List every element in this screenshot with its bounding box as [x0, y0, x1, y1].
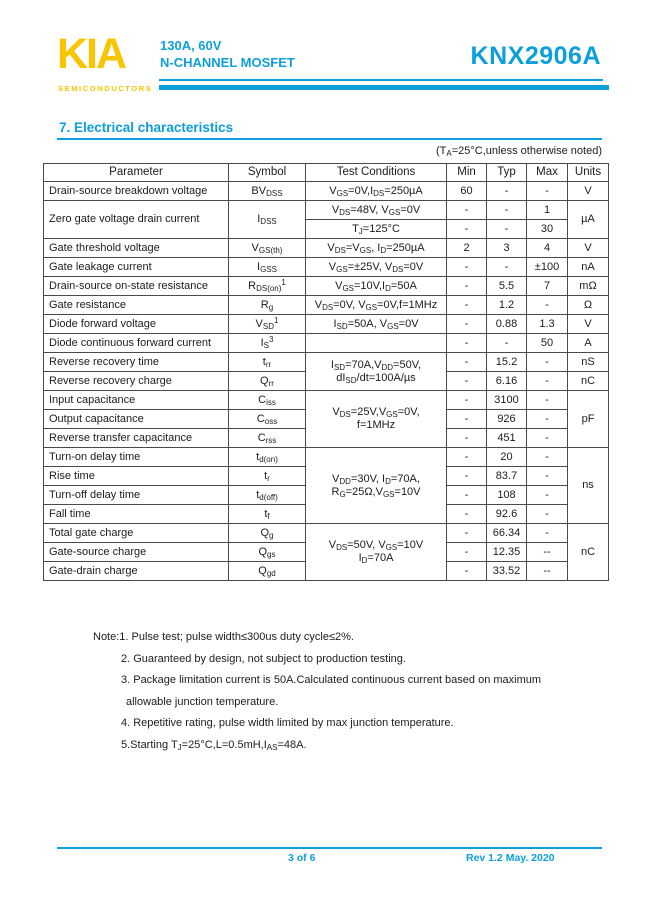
table-cell: 4	[527, 239, 568, 258]
table-cell: $I_{GSS}$	[229, 258, 306, 277]
table-cell: $R_{DS(on)}^1$	[229, 277, 306, 296]
table-cell: 33.52	[487, 562, 527, 581]
table-cell: -	[527, 429, 568, 448]
table-cell: Gate leakage current	[44, 258, 229, 277]
table-cell: 15.2	[487, 353, 527, 372]
table-cell: $Q_{gs}$	[229, 543, 306, 562]
table-row	[44, 391, 609, 410]
table-cell: A	[568, 334, 609, 353]
column-header: Typ	[487, 164, 527, 182]
column-header: Max	[527, 164, 568, 182]
table-cell: V	[568, 239, 609, 258]
note-line: allowable junction temperature.	[126, 695, 279, 708]
table-cell: -	[527, 524, 568, 543]
table-cell: -	[527, 391, 568, 410]
table-cell: -	[447, 543, 487, 562]
table-cell: -	[487, 201, 527, 220]
table-cell: $C_{rss}$	[229, 429, 306, 448]
table-cell: $V_{GS(th)}$	[229, 239, 306, 258]
table-cell: -	[447, 277, 487, 296]
ec-table-body	[44, 182, 609, 581]
part-number: KNX2906A	[470, 42, 601, 70]
table-cell: $I_{SD}=50A$, $V_{GS}=0V$	[306, 315, 447, 334]
table-row	[44, 315, 609, 334]
table-cell: -	[447, 315, 487, 334]
table-cell: 451	[487, 429, 527, 448]
table-cell: -	[447, 562, 487, 581]
table-cell: $Q_g$	[229, 524, 306, 543]
ec-table-head	[44, 164, 609, 182]
table-cell: mΩ	[568, 277, 609, 296]
table-cell: $t_r$	[229, 467, 306, 486]
table-cell: $Q_{gd}$	[229, 562, 306, 581]
footer-rule	[57, 847, 602, 849]
table-cell: Gate threshold voltage	[44, 239, 229, 258]
table-row	[44, 296, 609, 315]
header-rule-thick	[159, 85, 609, 90]
note-line: Note:1. Pulse test; pulse width≤300us duty cycle≤2%.	[93, 631, 354, 643]
table-cell: -	[527, 353, 568, 372]
table-cell: 1.2	[487, 296, 527, 315]
table-cell: ns	[568, 448, 609, 524]
table-cell: -	[487, 334, 527, 353]
table-cell: 3100	[487, 391, 527, 410]
note-line: 5.Starting $T_J=25^\circ C,L=0.5mH,I_{AS}=48A$.	[121, 738, 307, 752]
table-cell: V	[568, 315, 609, 334]
table-cell: $V_{DD}=30V$, $I_D=70A$, $R_G=25\Omega,V_{GS}=10V$	[306, 448, 447, 524]
table-cell: nA	[568, 258, 609, 277]
table-cell: Output capacitance	[44, 410, 229, 429]
table-cell: 3	[487, 239, 527, 258]
table-cell: 5.5	[487, 277, 527, 296]
table-cell: -	[527, 296, 568, 315]
table-row	[44, 239, 609, 258]
table-cell: $BV_{DSS}$	[229, 182, 306, 201]
table-cell: -	[527, 448, 568, 467]
column-header: Units	[568, 164, 609, 182]
table-cell: -	[487, 258, 527, 277]
table-row	[44, 524, 609, 543]
table-cell: V	[568, 182, 609, 201]
table-cell: $I_{DSS}$	[229, 201, 306, 239]
table-cell: -	[447, 296, 487, 315]
kia-logo: KIA	[57, 30, 126, 78]
table-cell: -	[527, 410, 568, 429]
table-cell: $V_{DS}=0V$, $V_{GS}=0V,f=1MHz$	[306, 296, 447, 315]
table-cell: -	[447, 372, 487, 391]
column-header: Test Conditions	[306, 164, 447, 182]
table-cell: $R_g$	[229, 296, 306, 315]
table-cell: Drain-source breakdown voltage	[44, 182, 229, 201]
table-cell: $V_{SD}^1$	[229, 315, 306, 334]
table-cell: -	[487, 220, 527, 239]
table-cell: -	[487, 182, 527, 201]
device-type: N-CHANNEL MOSFET	[160, 55, 295, 70]
table-cell: Turn-on delay time	[44, 448, 229, 467]
table-cell: -	[447, 220, 487, 239]
table-cell: --	[527, 562, 568, 581]
table-cell: $T_J=125^\circ C$	[306, 220, 447, 239]
table-cell: Gate-drain charge	[44, 562, 229, 581]
table-cell: $V_{GS}=\pm 25V$, $V_{DS}=0V$	[306, 258, 447, 277]
header-row	[44, 164, 609, 182]
footer-page-indicator: 3 of 6	[288, 852, 316, 864]
table-cell: -	[447, 353, 487, 372]
table-cell: $t_{d(on)}$	[229, 448, 306, 467]
table-cell: 92.6	[487, 505, 527, 524]
table-cell: Reverse recovery charge	[44, 372, 229, 391]
table-row	[44, 448, 609, 467]
table-cell: nS	[568, 353, 609, 372]
table-row	[44, 201, 609, 220]
table-cell: -	[447, 505, 487, 524]
table-cell: $V_{DS}=48V$, $V_{GS}=0V$	[306, 201, 447, 220]
table-cell: --	[527, 543, 568, 562]
table-cell: $I_{SD}=70A,V_{DD}=50V$, $dI_{SD}/dt=100A/\mu s$	[306, 353, 447, 391]
table-cell: $t_{d(off)}$	[229, 486, 306, 505]
section-title-underline	[57, 138, 602, 140]
table-cell: $V_{DS}=25V,V_{GS}=0V$, f=1MHz	[306, 391, 447, 448]
column-header: Parameter	[44, 164, 229, 182]
device-rating: 130A, 60V	[160, 38, 222, 53]
table-cell: 50	[527, 334, 568, 353]
table-cell: $C_{iss}$	[229, 391, 306, 410]
electrical-characteristics-table-wrap	[43, 163, 609, 581]
table-cell: -	[447, 391, 487, 410]
footer-revision: Rev 1.2 May. 2020	[466, 852, 555, 864]
table-cell: pF	[568, 391, 609, 448]
table-cell: -	[527, 467, 568, 486]
table-cell: -	[527, 372, 568, 391]
table-cell: µA	[568, 201, 609, 239]
table-cell: Drain-source on-state resistance	[44, 277, 229, 296]
table-cell: Ω	[568, 296, 609, 315]
table-row	[44, 334, 609, 353]
table-cell: Input capacitance	[44, 391, 229, 410]
table-cell: 66.34	[487, 524, 527, 543]
table-cell: Fall time	[44, 505, 229, 524]
note-line: 3. Package limitation current is 50A.Calculated continuous current based on maximum	[121, 674, 542, 686]
table-cell: -	[527, 505, 568, 524]
note-line: 2. Guaranteed by design, not subject to production testing.	[121, 652, 406, 665]
table-cell: $t_f$	[229, 505, 306, 524]
table-cell: Diode forward voltage	[44, 315, 229, 334]
table-cell	[306, 334, 447, 353]
table-cell: Diode continuous forward current	[44, 334, 229, 353]
kia-logo-subtext: SEMICONDUCTORS	[58, 84, 153, 93]
table-cell: 30	[527, 220, 568, 239]
table-cell: nC	[568, 524, 609, 581]
table-cell: $V_{DS}=V_{GS}$, $I_D=250\mu A$	[306, 239, 447, 258]
table-cell: Reverse transfer capacitance	[44, 429, 229, 448]
header-rule-thin	[159, 79, 603, 81]
table-cell: -	[447, 201, 487, 220]
table-cell: 1.3	[527, 315, 568, 334]
table-cell: Gate-source charge	[44, 543, 229, 562]
ec-table	[43, 163, 609, 581]
table-cell: $Q_{rr}$	[229, 372, 306, 391]
table-cell: -	[447, 448, 487, 467]
table-cell: 926	[487, 410, 527, 429]
table-cell: -	[447, 410, 487, 429]
table-cell: -	[447, 467, 487, 486]
table-cell: -	[447, 258, 487, 277]
table-cell: $V_{GS}=0V,I_{DS}=250\mu A$	[306, 182, 447, 201]
table-cell: $V_{DS}=50V$, $V_{GS}=10V$ $I_D=70A$	[306, 524, 447, 581]
table-cell: -	[447, 429, 487, 448]
table-row	[44, 258, 609, 277]
table-cell: 7	[527, 277, 568, 296]
table-cell: $V_{GS}=10V,I_D=50A$	[306, 277, 447, 296]
table-cell: 2	[447, 239, 487, 258]
table-cell: Reverse recovery time	[44, 353, 229, 372]
table-cell: 0.88	[487, 315, 527, 334]
table-cell: Gate resistance	[44, 296, 229, 315]
table-cell: -	[447, 334, 487, 353]
table-cell: 108	[487, 486, 527, 505]
column-header: Symbol	[229, 164, 306, 182]
section-title: 7. Electrical characteristics	[59, 120, 234, 135]
table-cell: ±100	[527, 258, 568, 277]
device-summary	[160, 37, 295, 71]
table-cell: 6.16	[487, 372, 527, 391]
table-cell: $I_S^3$	[229, 334, 306, 353]
table-cell: Turn-off delay time	[44, 486, 229, 505]
table-row	[44, 182, 609, 201]
test-condition-note: ($T_A=25^\circ C,unless$ otherwise noted)	[436, 145, 602, 158]
table-cell: $C_{oss}$	[229, 410, 306, 429]
table-cell: $t_{rr}$	[229, 353, 306, 372]
table-cell: -	[527, 182, 568, 201]
table-cell: nC	[568, 372, 609, 391]
table-cell: 12.35	[487, 543, 527, 562]
table-cell: -	[447, 524, 487, 543]
note-line: 4. Repetitive rating, pulse width limited by max junction temperature.	[121, 717, 454, 729]
table-cell: 20	[487, 448, 527, 467]
table-cell: Zero gate voltage drain current	[44, 201, 229, 239]
table-cell: Rise time	[44, 467, 229, 486]
table-cell: 83.7	[487, 467, 527, 486]
column-header: Min	[447, 164, 487, 182]
table-cell: -	[447, 486, 487, 505]
table-row	[44, 353, 609, 372]
table-cell: Total gate charge	[44, 524, 229, 543]
table-cell: -	[527, 486, 568, 505]
table-cell: 60	[447, 182, 487, 201]
notes-block	[93, 627, 541, 756]
table-cell: 1	[527, 201, 568, 220]
table-row	[44, 277, 609, 296]
